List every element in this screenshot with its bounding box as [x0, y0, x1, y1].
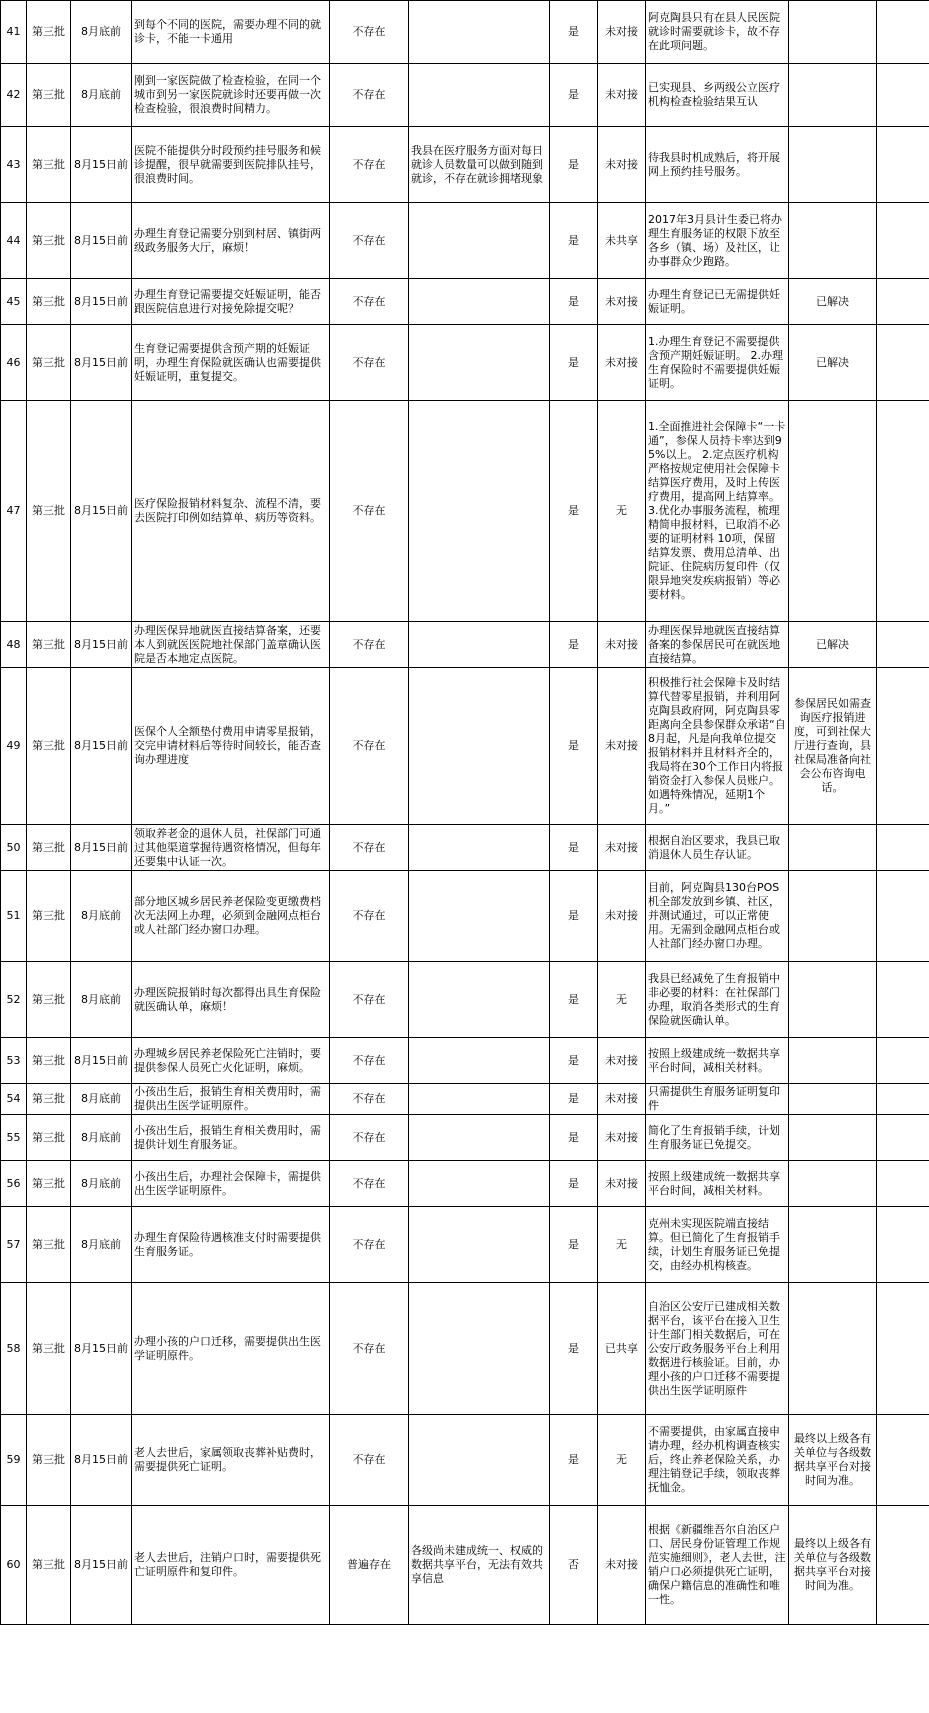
table-row — [1, 1038, 929, 1084]
applicable-cell: 是 — [550, 1038, 598, 1084]
result-cell — [789, 1, 877, 64]
problem-cell: 办理小孩的户口迁移，需要提供出生医学证明原件。 — [132, 1283, 330, 1415]
share-status-cell: 未对接 — [598, 871, 646, 962]
existence-cell: 不存在 — [330, 127, 409, 203]
row-number: 57 — [1, 1207, 27, 1283]
note-cell — [877, 1, 929, 64]
problem-cell: 部分地区城乡居民养老保险变更缴费档次无法网上办理，必须到金融网点柜台或人社部门经办窗口办理。 — [132, 871, 330, 962]
existence-cell: 不存在 — [330, 1038, 409, 1084]
deadline-cell: 8月15日前 — [71, 279, 132, 325]
table-row — [1, 825, 929, 871]
existence-cell: 不存在 — [330, 1207, 409, 1283]
measure-cell: 2017年3月县计生委已将办理生育服务证的权限下放至各乡（镇、场）及社区，让办事群众少跑路。 — [646, 203, 789, 279]
share-status-cell: 无 — [598, 1415, 646, 1506]
existence-cell: 不存在 — [330, 325, 409, 401]
reason-cell — [409, 622, 550, 668]
note-cell — [877, 825, 929, 871]
applicable-cell: 是 — [550, 127, 598, 203]
row-number: 46 — [1, 325, 27, 401]
existence-cell: 不存在 — [330, 1283, 409, 1415]
reason-cell — [409, 825, 550, 871]
deadline-cell: 8月底前 — [71, 1084, 132, 1115]
existence-cell: 不存在 — [330, 401, 409, 622]
deadline-cell: 8月底前 — [71, 962, 132, 1038]
share-status-cell: 无 — [598, 401, 646, 622]
problem-cell: 小孩出生后，报销生育相关费用时，需提供计划生育服务证。 — [132, 1115, 330, 1161]
measure-cell: 根据自治区要求，我县已取消退休人员生存认证。 — [646, 825, 789, 871]
problem-cell: 医保个人全额垫付费用申请零星报销，交完申请材料后等待时间较长，能否查询办理进度 — [132, 668, 330, 825]
note-cell — [877, 1207, 929, 1283]
share-status-cell: 未对接 — [598, 1506, 646, 1625]
reason-cell — [409, 279, 550, 325]
batch-cell: 第三批 — [27, 1161, 71, 1207]
table-row — [1, 1283, 929, 1415]
share-status-cell: 无 — [598, 1207, 646, 1283]
existence-cell: 普遍存在 — [330, 1506, 409, 1625]
result-cell — [789, 64, 877, 127]
note-cell — [877, 622, 929, 668]
reason-cell — [409, 871, 550, 962]
reason-cell — [409, 325, 550, 401]
row-number: 52 — [1, 962, 27, 1038]
table-row — [1, 1506, 929, 1625]
measure-cell: 按照上级建成统一数据共享平台时间，减相关材料。 — [646, 1161, 789, 1207]
deadline-cell: 8月15日前 — [71, 825, 132, 871]
existence-cell: 不存在 — [330, 825, 409, 871]
deadline-cell: 8月15日前 — [71, 622, 132, 668]
deadline-cell: 8月底前 — [71, 64, 132, 127]
applicable-cell: 是 — [550, 825, 598, 871]
measure-cell: 积极推行社会保障卡及时结算代替零星报销，并利用阿克陶县政府网，阿克陶县零距离向全县参保群众承诺“自8月起，凡是向我单位提交报销材料并且材料齐全的，我局将在30个工作日内将报销资金打入参保人员账户。如遇特殊情况，延期1个月。” — [646, 668, 789, 825]
deadline-cell: 8月15日前 — [71, 1415, 132, 1506]
applicable-cell: 是 — [550, 325, 598, 401]
problem-cell: 生育登记需要提供含预产期的妊娠证明，办理生育保险就医确认也需要提供妊娠证明，重复提交。 — [132, 325, 330, 401]
measure-cell: 克州未实现医院端直接结算。但已简化了生育报销手续，计划生育服务证已免提交，由经办机构核查。 — [646, 1207, 789, 1283]
note-cell — [877, 1038, 929, 1084]
row-number: 53 — [1, 1038, 27, 1084]
share-status-cell: 未对接 — [598, 1084, 646, 1115]
batch-cell: 第三批 — [27, 401, 71, 622]
reason-cell: 各级尚未建成统一、权威的数据共享平台，无法有效共享信息 — [409, 1506, 550, 1625]
deadline-cell: 8月15日前 — [71, 1038, 132, 1084]
problem-cell: 办理生育登记需要分别到村居、镇街两级政务服务大厅，麻烦！ — [132, 203, 330, 279]
applicable-cell: 是 — [550, 1283, 598, 1415]
applicable-cell: 是 — [550, 64, 598, 127]
measure-cell: 待我县时机成熟后，将开展网上预约挂号服务。 — [646, 127, 789, 203]
deadline-cell: 8月15日前 — [71, 668, 132, 825]
row-number: 56 — [1, 1161, 27, 1207]
reason-cell — [409, 1283, 550, 1415]
deadline-cell: 8月15日前 — [71, 1506, 132, 1625]
problem-cell: 小孩出生后，报销生育相关费用时，需提供出生医学证明原件。 — [132, 1084, 330, 1115]
deadline-cell: 8月底前 — [71, 1115, 132, 1161]
measure-cell: 阿克陶县只有在县人民医院就诊时需要就诊卡，故不存在此项问题。 — [646, 1, 789, 64]
existence-cell: 不存在 — [330, 64, 409, 127]
batch-cell: 第三批 — [27, 203, 71, 279]
batch-cell: 第三批 — [27, 962, 71, 1038]
applicable-cell: 是 — [550, 1084, 598, 1115]
applicable-cell: 是 — [550, 1115, 598, 1161]
measure-cell: 1.全面推进社会保障卡“一卡通”，参保人员持卡率达到95%以上。 2.定点医疗机构严格按规定使用社会保障卡结算医疗费用，及时上传医疗费用，提高网上结算率。3.优化办事服务流程，梳理精简申报材料，已取消不必要的证明材料 10项，保留结算发票、费用总清单、出院证、住院病历复印件（仅限异地突发疾病报销）等必要材料。 — [646, 401, 789, 622]
reason-cell — [409, 668, 550, 825]
reason-cell — [409, 203, 550, 279]
problem-cell: 刚到一家医院做了检查检验，在同一个城市到另一家医院就诊时还要再做一次检查检验，很浪费时间精力。 — [132, 64, 330, 127]
problem-cell: 小孩出生后，办理社会保障卡，需提供出生医学证明原件。 — [132, 1161, 330, 1207]
applicable-cell: 是 — [550, 1, 598, 64]
deadline-cell: 8月15日前 — [71, 401, 132, 622]
row-number: 51 — [1, 871, 27, 962]
table-row — [1, 1, 929, 64]
measure-cell: 简化了生育报销手续，计划生育服务证已免提交。 — [646, 1115, 789, 1161]
result-cell — [789, 1115, 877, 1161]
result-cell: 参保居民如需查询医疗报销进度，可到社保大厅进行查询，县社保局准备向社会公布咨询电话。 — [789, 668, 877, 825]
row-number: 48 — [1, 622, 27, 668]
share-status-cell: 未对接 — [598, 64, 646, 127]
row-number: 54 — [1, 1084, 27, 1115]
note-cell — [877, 962, 929, 1038]
note-cell — [877, 1415, 929, 1506]
row-number: 43 — [1, 127, 27, 203]
batch-cell: 第三批 — [27, 1415, 71, 1506]
note-cell — [877, 1084, 929, 1115]
table-row — [1, 64, 929, 127]
result-cell — [789, 1207, 877, 1283]
deadline-cell: 8月15日前 — [71, 325, 132, 401]
measure-cell: 只需提供生育服务证明复印件 — [646, 1084, 789, 1115]
note-cell — [877, 1506, 929, 1625]
existence-cell: 不存在 — [330, 1115, 409, 1161]
share-status-cell: 未对接 — [598, 825, 646, 871]
row-number: 44 — [1, 203, 27, 279]
note-cell — [877, 1161, 929, 1207]
deadline-cell: 8月底前 — [71, 1207, 132, 1283]
problem-cell: 医疗保险报销材料复杂、流程不清，要去医院打印例如结算单、病历等资料。 — [132, 401, 330, 622]
table-row — [1, 325, 929, 401]
table-row — [1, 871, 929, 962]
batch-cell: 第三批 — [27, 1, 71, 64]
row-number: 42 — [1, 64, 27, 127]
share-status-cell: 未共享 — [598, 203, 646, 279]
reason-cell — [409, 64, 550, 127]
applicable-cell: 是 — [550, 1207, 598, 1283]
reason-cell — [409, 962, 550, 1038]
table-body — [1, 1, 929, 1625]
measure-cell: 办理生育登记已无需提供妊娠证明。 — [646, 279, 789, 325]
share-status-cell: 未对接 — [598, 1038, 646, 1084]
note-cell — [877, 871, 929, 962]
share-status-cell: 未对接 — [598, 279, 646, 325]
applicable-cell: 是 — [550, 279, 598, 325]
existence-cell: 不存在 — [330, 622, 409, 668]
result-cell — [789, 871, 877, 962]
result-cell: 已解决 — [789, 279, 877, 325]
deadline-cell: 8月15日前 — [71, 203, 132, 279]
reason-cell — [409, 1038, 550, 1084]
table-row — [1, 1115, 929, 1161]
existence-cell: 不存在 — [330, 1161, 409, 1207]
share-status-cell: 已共享 — [598, 1283, 646, 1415]
share-status-cell: 未对接 — [598, 1115, 646, 1161]
reason-cell — [409, 1084, 550, 1115]
batch-cell: 第三批 — [27, 325, 71, 401]
applicable-cell: 否 — [550, 1506, 598, 1625]
measure-cell: 已实现县、乡两级公立医疗机构检查检验结果互认 — [646, 64, 789, 127]
reason-cell — [409, 1, 550, 64]
result-cell: 最终以上级各有关单位与各级数据共享平台对接时间为准。 — [789, 1415, 877, 1506]
problem-cell: 医院不能提供分时段预约挂号服务和候诊提醒，很早就需要到医院排队挂号，很浪费时间。 — [132, 127, 330, 203]
share-status-cell: 未对接 — [598, 127, 646, 203]
applicable-cell: 是 — [550, 871, 598, 962]
reason-cell — [409, 1415, 550, 1506]
note-cell — [877, 64, 929, 127]
table-row — [1, 1207, 929, 1283]
existence-cell: 不存在 — [330, 1, 409, 64]
applicable-cell: 是 — [550, 1415, 598, 1506]
result-cell — [789, 127, 877, 203]
share-status-cell: 无 — [598, 962, 646, 1038]
existence-cell: 不存在 — [330, 279, 409, 325]
existence-cell: 不存在 — [330, 962, 409, 1038]
deadline-cell: 8月底前 — [71, 871, 132, 962]
batch-cell: 第三批 — [27, 622, 71, 668]
existence-cell: 不存在 — [330, 1084, 409, 1115]
problem-cell: 办理生育登记需要提交妊娠证明，能否跟医院信息进行对接免除提交呢？ — [132, 279, 330, 325]
batch-cell: 第三批 — [27, 1084, 71, 1115]
note-cell — [877, 668, 929, 825]
note-cell — [877, 325, 929, 401]
applicable-cell: 是 — [550, 1161, 598, 1207]
result-cell: 已解决 — [789, 325, 877, 401]
reason-cell — [409, 1207, 550, 1283]
reason-cell — [409, 401, 550, 622]
table-row — [1, 1084, 929, 1115]
result-cell — [789, 962, 877, 1038]
table-row — [1, 668, 929, 825]
row-number: 55 — [1, 1115, 27, 1161]
batch-cell: 第三批 — [27, 279, 71, 325]
row-number: 59 — [1, 1415, 27, 1506]
result-cell — [789, 1283, 877, 1415]
table-row — [1, 127, 929, 203]
problem-cell: 办理医保异地就医直接结算备案，还要本人到就医医院地社保部门盖章确认医院是否本地定点医院。 — [132, 622, 330, 668]
table-row — [1, 962, 929, 1038]
measure-cell: 目前，阿克陶县130台POS机全部发放到乡镇、社区，并测试通过，可以正常使用。无需到金融网点柜台或人社部门经办窗口办理。 — [646, 871, 789, 962]
share-status-cell: 未对接 — [598, 1161, 646, 1207]
applicable-cell: 是 — [550, 203, 598, 279]
share-status-cell: 未对接 — [598, 325, 646, 401]
existence-cell: 不存在 — [330, 871, 409, 962]
deadline-cell: 8月底前 — [71, 1, 132, 64]
result-cell — [789, 825, 877, 871]
result-cell — [789, 401, 877, 622]
batch-cell: 第三批 — [27, 1506, 71, 1625]
table-row — [1, 622, 929, 668]
batch-cell: 第三批 — [27, 127, 71, 203]
result-cell: 最终以上级各有关单位与各级数据共享平台对接时间为准。 — [789, 1506, 877, 1625]
table-row — [1, 279, 929, 325]
note-cell — [877, 1115, 929, 1161]
result-cell — [789, 203, 877, 279]
measure-cell: 办理医保异地就医直接结算备案的参保居民可在就医地直接结算。 — [646, 622, 789, 668]
existence-cell: 不存在 — [330, 203, 409, 279]
problem-cell: 老人去世后，注销户口时，需要提供死亡证明原件和复印件。 — [132, 1506, 330, 1625]
table-row — [1, 203, 929, 279]
applicable-cell: 是 — [550, 401, 598, 622]
measure-cell: 按照上级建成统一数据共享平台时间，减相关材料。 — [646, 1038, 789, 1084]
measure-cell: 根据《新疆维吾尔自治区户口、居民身份证管理工作规范实施细则》，老人去世，注销户口必须提供死亡证明，确保户籍信息的准确性和唯一性。 — [646, 1506, 789, 1625]
applicable-cell: 是 — [550, 668, 598, 825]
applicable-cell: 是 — [550, 622, 598, 668]
measure-cell: 不需要提供，由家属直接申请办理，经办机构调查核实后，终止养老保险关系，办理注销登记手续，领取丧葬抚恤金。 — [646, 1415, 789, 1506]
row-number: 47 — [1, 401, 27, 622]
result-cell — [789, 1038, 877, 1084]
reason-cell — [409, 1161, 550, 1207]
measure-cell: 我县已经减免了生育报销中非必要的材料：在社保部门办理，取消各类形式的生育保险就医确认单。 — [646, 962, 789, 1038]
row-number: 45 — [1, 279, 27, 325]
row-number: 60 — [1, 1506, 27, 1625]
batch-cell: 第三批 — [27, 1115, 71, 1161]
deadline-cell: 8月15日前 — [71, 1283, 132, 1415]
result-cell — [789, 1161, 877, 1207]
table-row — [1, 401, 929, 622]
row-number: 49 — [1, 668, 27, 825]
reason-cell — [409, 1115, 550, 1161]
existence-cell: 不存在 — [330, 668, 409, 825]
deadline-cell: 8月15日前 — [71, 127, 132, 203]
problem-cell: 老人去世后，家属领取丧葬补贴费时，需要提供死亡证明。 — [132, 1415, 330, 1506]
problem-cell: 到每个不同的医院，需要办理不同的就诊卡，不能一卡通用 — [132, 1, 330, 64]
result-cell — [789, 1084, 877, 1115]
existence-cell: 不存在 — [330, 1415, 409, 1506]
share-status-cell: 未对接 — [598, 622, 646, 668]
problem-cell: 领取养老金的退休人员，社保部门可通过其他渠道掌握待遇资格情况，但每年还要集中认证一次。 — [132, 825, 330, 871]
note-cell — [877, 279, 929, 325]
batch-cell: 第三批 — [27, 64, 71, 127]
measure-cell: 1.办理生育登记不需要提供含预产期妊娠证明。 2.办理生育保险时不需要提供妊娠证明。 — [646, 325, 789, 401]
problem-cell: 办理医院报销时每次都得出具生育保险就医确认单，麻烦！ — [132, 962, 330, 1038]
batch-cell: 第三批 — [27, 1283, 71, 1415]
table-row — [1, 1415, 929, 1506]
batch-cell: 第三批 — [27, 668, 71, 825]
row-number: 50 — [1, 825, 27, 871]
row-number: 41 — [1, 1, 27, 64]
note-cell — [877, 1283, 929, 1415]
batch-cell: 第三批 — [27, 1038, 71, 1084]
problem-cell: 办理生育保险待遇核准支付时需要提供生育服务证。 — [132, 1207, 330, 1283]
row-number: 58 — [1, 1283, 27, 1415]
reason-cell: 我县在医疗服务方面对每日就诊人员数量可以做到随到就诊，不存在就诊拥堵现象 — [409, 127, 550, 203]
result-cell: 已解决 — [789, 622, 877, 668]
deadline-cell: 8月底前 — [71, 1161, 132, 1207]
batch-cell: 第三批 — [27, 825, 71, 871]
measure-cell: 自治区公安厅已建成相关数据平台，该平台在接入卫生计生部门相关数据后，可在公安厅政务服务平台上利用数据进行核验证。目前，办理小孩的户口迁移不需要提供出生医学证明原件 — [646, 1283, 789, 1415]
share-status-cell: 未对接 — [598, 668, 646, 825]
problem-cell: 办理城乡居民养老保险死亡注销时，要提供参保人员死亡火化证明，麻烦。 — [132, 1038, 330, 1084]
note-cell — [877, 127, 929, 203]
note-cell — [877, 401, 929, 622]
batch-cell: 第三批 — [27, 1207, 71, 1283]
note-cell — [877, 203, 929, 279]
table-row — [1, 1161, 929, 1207]
share-status-cell: 未对接 — [598, 1, 646, 64]
batch-cell: 第三批 — [27, 871, 71, 962]
applicable-cell: 是 — [550, 962, 598, 1038]
